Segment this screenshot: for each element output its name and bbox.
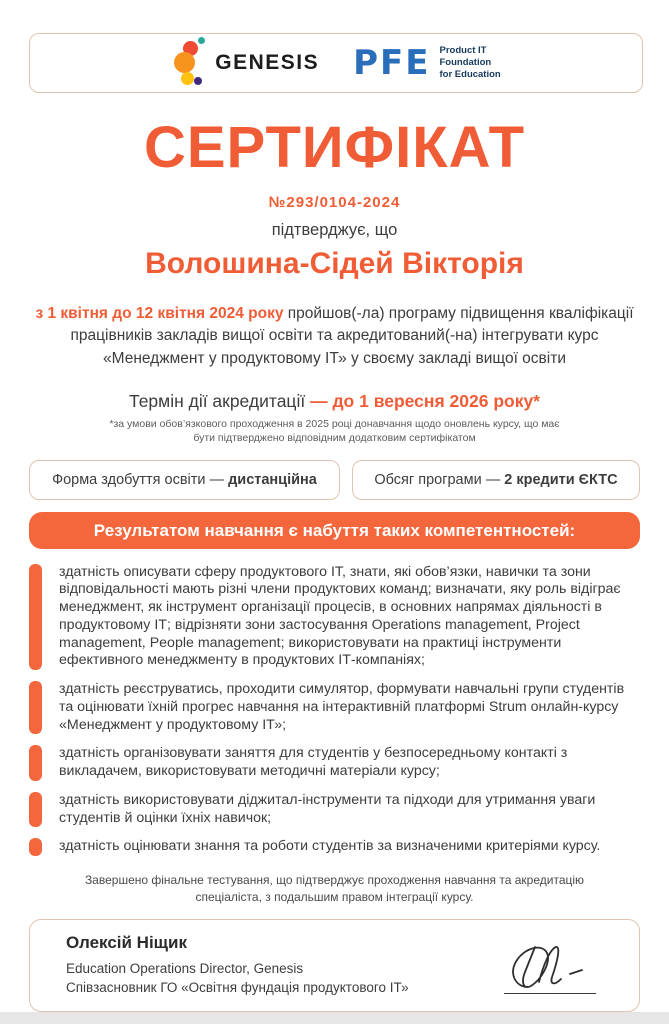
competency-item [29, 745, 640, 781]
competency-item [29, 564, 640, 671]
bullet-bar-icon [29, 792, 42, 828]
competency-text: здатність описувати сферу продуктового ІТ, знати, які обов’язки, навички та зони відповідальності мають різні члени продуктових команд; визначати, яку роль відіграє менеджмент, як інструмент організації процесів, в основних напрямах діяльності в продуктовому ІТ; відрізняти зони застосування Operations management, Project management, People management; використовувати на практиці інструменти ефективного менеджменту в продуктових ІТ-компаніях; [59, 563, 621, 669]
program-description [29, 303, 641, 371]
competency-item [29, 792, 640, 828]
genesis-circle-yellow [181, 72, 194, 85]
signatory-name: Олексій Ніщик [66, 932, 187, 952]
bullet-bar-icon [29, 745, 42, 781]
signature-line [504, 993, 596, 994]
competency-text: здатність реєструватись, проходити симулятор, формувати навчальні групи студентів та оцінювати їхній прогрес навчання на інтерактивній платформі Strum онлайн-курсу «Менеджмент у продуктовому ІТ»; [59, 681, 625, 733]
signatory-title-uk: Співзасновник ГО «Освітня фундація продуктового ІТ» [66, 980, 409, 996]
program-volume-value: 2 кредити ЄКТС [504, 472, 618, 489]
bullet-bar-icon [29, 681, 42, 734]
accreditation-footnote: *за умови обов’язкового проходження в 2025 році донавчання щодо оновлень курсу, що має бути підтверджено відповідним додатковим сертифікатом [109, 418, 560, 445]
signature-box [29, 919, 640, 1012]
competency-text: здатність організовувати заняття для студентів у безпосередньому контакті з викладачем, використовувати методичні матеріали курсу; [59, 745, 568, 780]
competencies-list [29, 564, 640, 857]
accreditation-term-label: Термін дії акредитації [128, 391, 311, 412]
program-volume-label: Обсяг програми — [374, 472, 505, 489]
form-of-education-value: дистанційна [228, 472, 317, 489]
competency-text: здатність оцінювати знання та роботи студентів за визначеними критеріями курсу. [59, 838, 601, 855]
accreditation-term-value: — до 1 вересня 2026 року* [310, 391, 540, 412]
competency-item [29, 838, 640, 856]
signatory-info [66, 933, 495, 998]
bottom-strip [0, 1012, 669, 1024]
program-description-text: пройшов(-ла) програму підвищення кваліфікації працівників закладів вищої освіти та акредитований(-на) інтегрувати курс «Менеджмент у продуктовому ІТ» у своєму закладі вищої освіти [70, 304, 634, 368]
pfe-tagline-line: for Education [439, 68, 501, 80]
signatory-titles [66, 959, 495, 998]
closing-note: Завершено фінальне тестування, що підтверджує проходження навчання та акредитацію спеціаліста, з подальшим правом інтеграції курсу. [84, 873, 585, 904]
signature-icon [498, 937, 602, 999]
genesis-logo-text: GENESIS [215, 50, 320, 74]
program-volume-box [352, 460, 640, 500]
genesis-logo [171, 37, 319, 89]
signature-area [495, 937, 605, 994]
confirms-label: підтверджує, що [271, 220, 398, 239]
signatory-title-en: Education Operations Director, Genesis [66, 960, 304, 976]
header-logo-box [29, 33, 643, 93]
pfe-tagline-line: Foundation [439, 56, 492, 68]
info-boxes-row [29, 460, 640, 500]
program-period: з 1 квітня до 12 квітня 2024 року [35, 304, 284, 322]
genesis-circle-orange [174, 52, 195, 73]
recipient-name: Волошина-Сідей Вікторія [145, 246, 524, 280]
genesis-logo-icon [171, 37, 207, 89]
pfe-logo-text: PFE [353, 42, 431, 83]
form-of-education-box [29, 460, 340, 500]
pfe-tagline [440, 45, 501, 81]
bullet-bar-icon [29, 564, 42, 671]
certificate-number: №293/0104-2024 [268, 193, 401, 211]
pfe-tagline-line: Product IT [439, 45, 487, 57]
genesis-circle-teal [198, 37, 205, 44]
form-of-education-label: Форма здобуття освіти — [52, 472, 229, 489]
competencies-banner: Результатом навчання є набуття таких компетентностей: [29, 512, 640, 548]
pfe-logo [353, 43, 501, 83]
bullet-bar-icon [29, 838, 42, 856]
accreditation-term [0, 391, 669, 412]
competency-text: здатність використовувати діджитал-інструменти та підходи для утримання уваги студентів й оцінки їхніх навичок; [59, 791, 596, 826]
genesis-circle-purple [194, 77, 202, 85]
certificate-title: СЕРТИФІКАТ [143, 114, 526, 180]
competency-item [29, 681, 640, 734]
